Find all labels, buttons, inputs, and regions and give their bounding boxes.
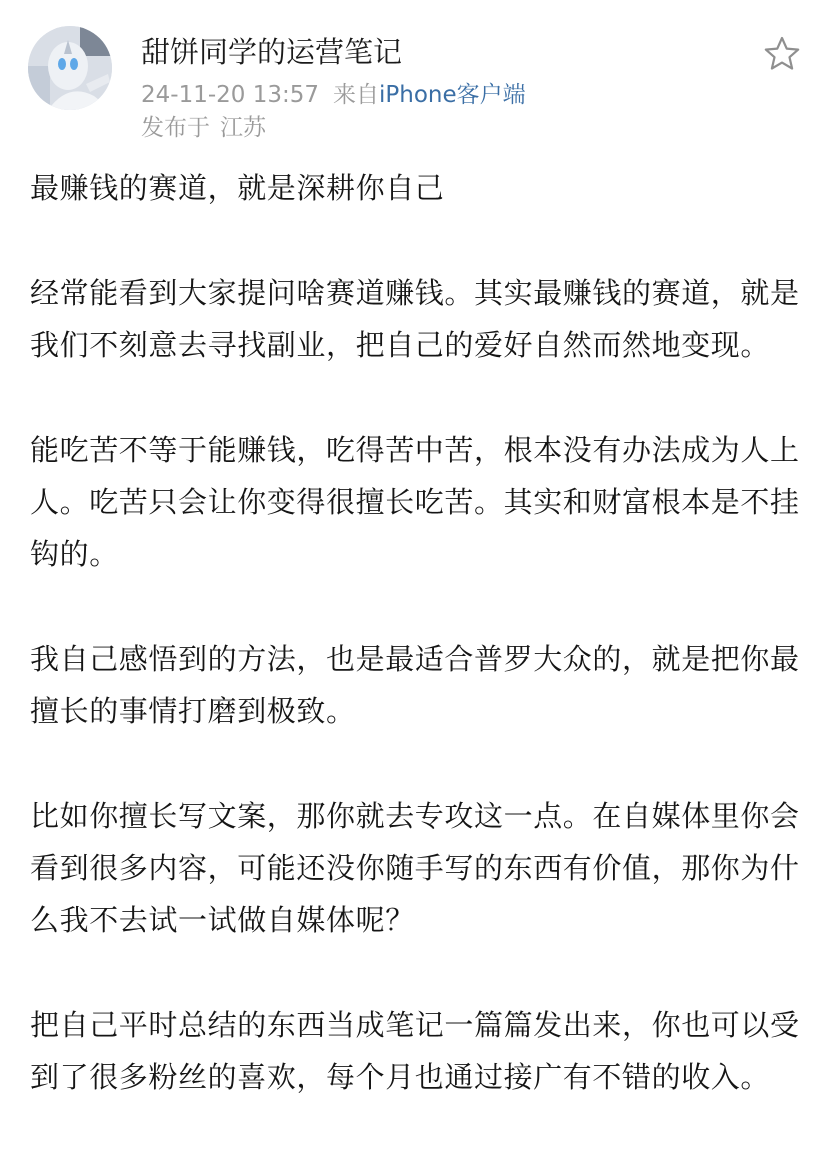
post-body: [30, 162, 800, 1156]
body-paragraph: 把自己平时总结的东西当成笔记一篇篇发出来，你也可以受到了很多粉丝的喜欢，每个月也通过接广有不错的收入。: [30, 1008, 800, 1094]
favorite-button[interactable]: [762, 34, 802, 74]
source-link[interactable]: iPhone客户端: [379, 82, 526, 108]
post-header: [0, 0, 828, 150]
author-avatar[interactable]: [28, 26, 112, 110]
post-title-paragraph: 最赚钱的赛道，就是深耕你自己: [30, 171, 445, 205]
source-prefix: 来自: [333, 82, 379, 108]
post-meta: [141, 80, 526, 110]
location-label: 发布于: [141, 115, 210, 141]
author-name[interactable]: 甜饼同学的运营笔记: [141, 35, 403, 69]
post-timestamp: 24-11-20 13:57: [141, 82, 319, 108]
star-outline-icon: [762, 34, 802, 74]
avatar-image: [28, 26, 112, 110]
body-paragraph: 能吃苦不等于能赚钱，吃得苦中苦，根本没有办法成为人上人。吃苦只会让你变得很擅长吃苦。其实和财富根本是不挂钩的。: [30, 433, 800, 571]
location-value: 江苏: [220, 115, 266, 141]
body-paragraph: 我自己感悟到的方法，也是最适合普罗大众的，就是把你最擅长的事情打磨到极致。: [30, 642, 800, 728]
body-paragraph: 经常能看到大家提问啥赛道赚钱。其实最赚钱的赛道，就是我们不刻意去寻找副业，把自己的爱好自然而然地变现。: [30, 276, 800, 362]
post-location: [141, 113, 266, 143]
body-paragraph: 比如你擅长写文案，那你就去专攻这一点。在自媒体里你会看到很多内容，可能还没你随手写的东西有价值，那你为什么我不去试一试做自媒体呢？: [30, 799, 800, 937]
